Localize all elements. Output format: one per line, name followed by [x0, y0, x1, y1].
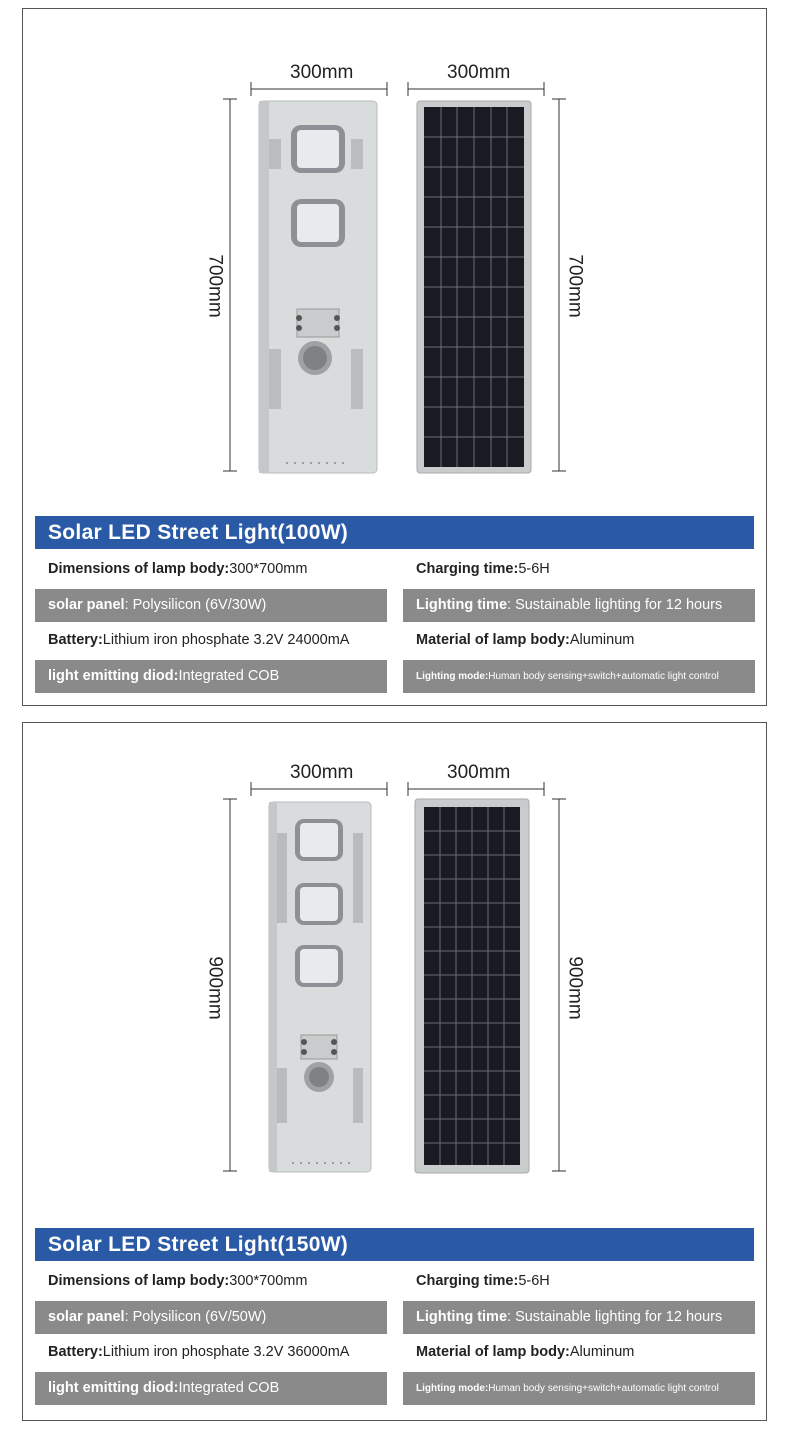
solar-panel-illustration — [417, 101, 531, 473]
height-label-panel: 700mm — [564, 254, 586, 318]
spec-label: Dimensions of lamp body: — [48, 1273, 230, 1289]
product-card-150w — [22, 722, 767, 1421]
spec-label: Lighting time — [416, 1309, 508, 1325]
spec-label: Material of lamp body: — [416, 632, 570, 648]
spec-value: Integrated COB — [178, 668, 280, 684]
spec-charging — [403, 1265, 755, 1298]
spec-lighting-time — [403, 1301, 755, 1334]
spec-value: 5-6H — [518, 1273, 550, 1289]
dimension-drawing — [23, 9, 768, 509]
spec-value: : Polysilicon (6V/30W) — [124, 597, 267, 613]
lamp-body-illustration — [269, 802, 371, 1172]
spec-lighting-time — [403, 589, 755, 622]
dimension-drawing — [23, 723, 768, 1223]
spec-value: Lithium iron phosphate 3.2V 36000mA — [102, 1344, 350, 1360]
height-label-lamp: 700mm — [204, 254, 226, 318]
spec-material — [403, 624, 755, 657]
spec-lighting-mode — [403, 660, 755, 693]
spec-material — [403, 1336, 755, 1369]
spec-lighting-mode — [403, 1372, 755, 1405]
width-label-lamp: 300mm — [290, 62, 354, 83]
spec-led — [35, 660, 387, 693]
spec-label: Lighting mode: — [416, 671, 489, 682]
spec-value: 300*700mm — [229, 1273, 308, 1289]
spec-charging — [403, 553, 755, 586]
spec-label: light emitting diod: — [48, 1380, 179, 1396]
spec-label: solar panel — [48, 1309, 125, 1325]
spec-value: Human body sensing+switch+automatic light control — [488, 671, 719, 682]
solar-panel-illustration — [415, 799, 529, 1173]
spec-value: : Sustainable lighting for 12 hours — [507, 1309, 723, 1325]
spec-value: 300*700mm — [229, 561, 308, 577]
spec-solar-panel — [35, 1301, 387, 1334]
product-title: Solar LED Street Light(100W) — [35, 516, 754, 549]
height-label-panel: 900mm — [564, 956, 586, 1020]
lamp-body-illustration — [259, 101, 377, 473]
spec-label: Battery: — [48, 1344, 103, 1360]
spec-label: Charging time: — [416, 561, 519, 577]
spec-dimensions — [35, 1265, 387, 1298]
spec-value: Human body sensing+switch+automatic light control — [488, 1383, 719, 1394]
spec-value: : Sustainable lighting for 12 hours — [507, 597, 723, 613]
spec-label: Lighting mode: — [416, 1383, 489, 1394]
spec-label: light emitting diod: — [48, 668, 179, 684]
spec-value: Aluminum — [569, 1344, 635, 1360]
width-label-panel: 300mm — [447, 762, 511, 783]
spec-dimensions — [35, 553, 387, 586]
spec-value: : Polysilicon (6V/50W) — [124, 1309, 267, 1325]
spec-solar-panel — [35, 589, 387, 622]
spec-led — [35, 1372, 387, 1405]
spec-value: Lithium iron phosphate 3.2V 24000mA — [102, 632, 350, 648]
product-card-100w — [22, 8, 767, 706]
height-label-lamp: 900mm — [204, 956, 226, 1020]
spec-label: Dimensions of lamp body: — [48, 561, 230, 577]
spec-label: Material of lamp body: — [416, 1344, 570, 1360]
spec-battery — [35, 624, 387, 657]
spec-label: Charging time: — [416, 1273, 519, 1289]
spec-value: Aluminum — [569, 632, 635, 648]
width-label-panel: 300mm — [447, 62, 511, 83]
spec-label: Battery: — [48, 632, 103, 648]
spec-value: Integrated COB — [178, 1380, 280, 1396]
width-label-lamp: 300mm — [290, 762, 354, 783]
product-figure — [23, 723, 768, 1223]
spec-battery — [35, 1336, 387, 1369]
spec-label: solar panel — [48, 597, 125, 613]
product-title: Solar LED Street Light(150W) — [35, 1228, 754, 1261]
spec-value: 5-6H — [518, 561, 550, 577]
product-figure — [23, 9, 768, 509]
spec-label: Lighting time — [416, 597, 508, 613]
